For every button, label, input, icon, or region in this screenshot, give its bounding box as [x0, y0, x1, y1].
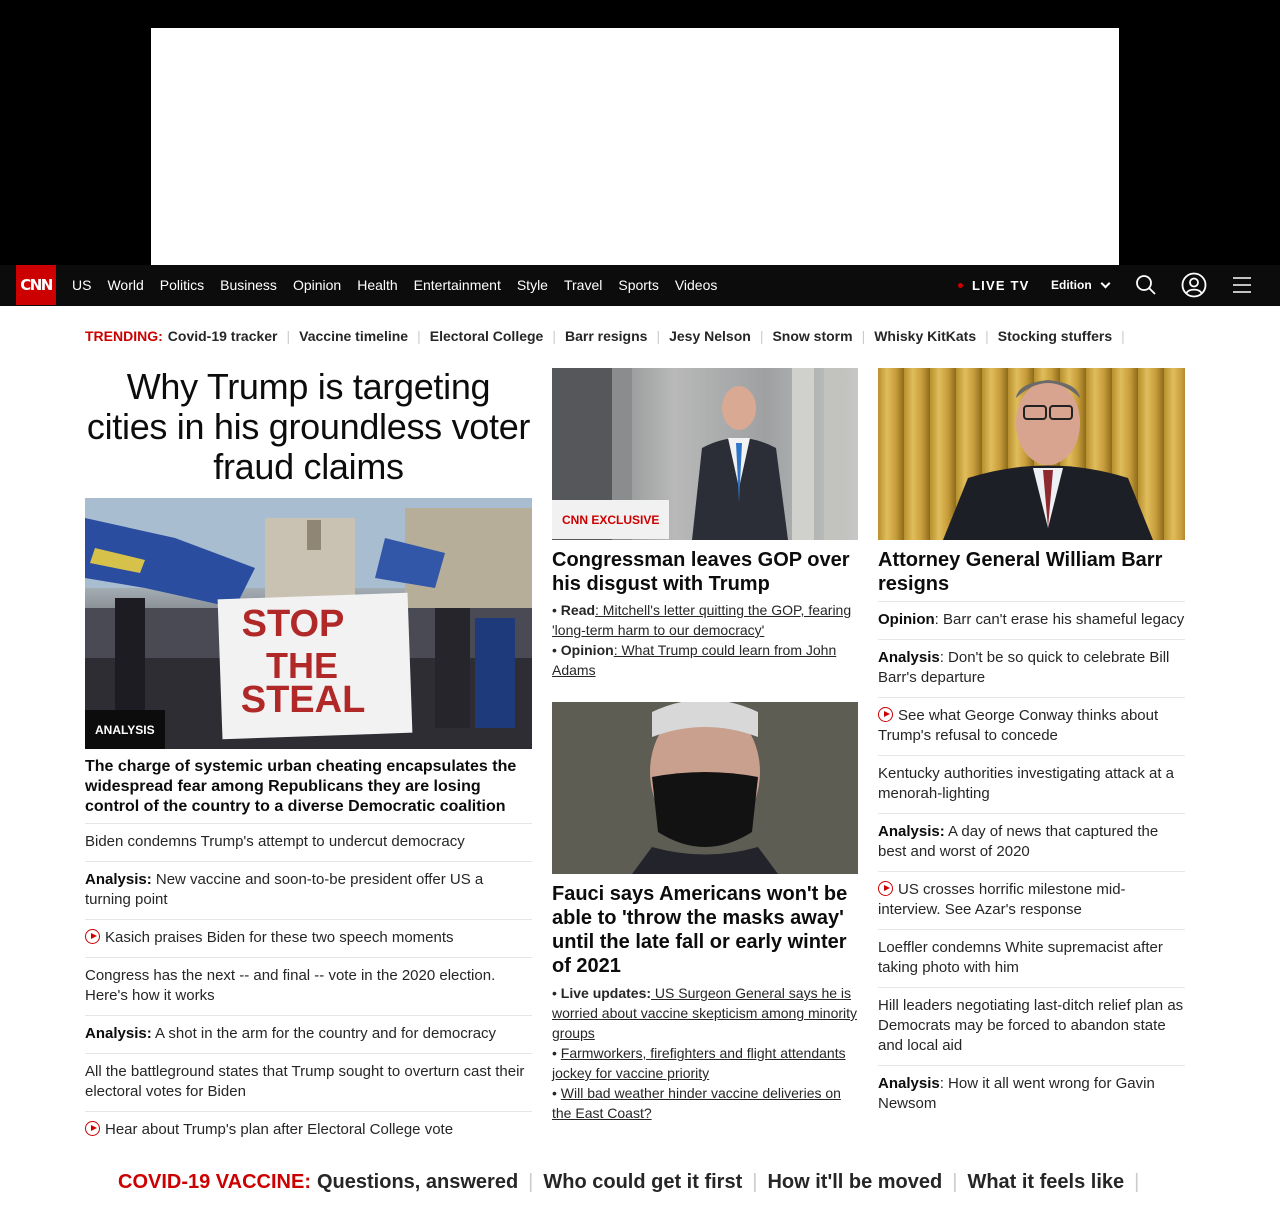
advertisement-banner [0, 0, 1280, 265]
live-tv-label: LIVE TV [972, 277, 1030, 293]
fauci-illustration [552, 702, 858, 874]
nav-link-politics[interactable]: Politics [159, 277, 205, 293]
covid-link[interactable]: What it feels like [967, 1170, 1125, 1193]
story-text: : Barr can't erase his shameful legacy [934, 611, 1185, 628]
nav-link-world[interactable]: World [107, 277, 144, 293]
nav-link-style[interactable]: Style [516, 277, 548, 293]
video-play-icon [85, 929, 100, 944]
nav-link-entertainment[interactable]: Entertainment [413, 277, 501, 293]
hero-image-protest[interactable] [85, 498, 532, 749]
list-item[interactable] [878, 987, 1185, 1065]
story-text: A shot in the arm for the country and for democracy [151, 1025, 497, 1042]
edition-selector[interactable] [1051, 265, 1109, 305]
trending-item[interactable]: Stocking stuffers [997, 328, 1113, 344]
covid-link[interactable]: Questions, answered [317, 1170, 519, 1193]
story-text: : How it all went wrong for Gavin Newsom [878, 1075, 1155, 1112]
fauci-headline[interactable]: Fauci says Americans won't be able to 'throw the masks away' until the late fall or early winter of 2021 [552, 883, 848, 977]
congressman-sublinks [552, 600, 858, 680]
trending-item[interactable]: Snow storm [772, 328, 853, 344]
sub-text: : Mitchell's letter quitting the GOP, fearing 'long-term harm to our democracy' [552, 602, 852, 638]
story-prefix: Opinion [878, 611, 935, 628]
live-tv-link[interactable] [958, 265, 1030, 305]
sub-text: : What Trump could learn from John Adams [552, 642, 837, 678]
edition-label: Edition [1051, 278, 1092, 292]
list-item[interactable] [878, 871, 1185, 929]
trending-item[interactable]: Covid-19 tracker [167, 328, 278, 344]
story-text: New vaccine and soon-to-be president offer US a turning point [85, 871, 484, 908]
list-item[interactable] [878, 697, 1185, 755]
trending-label: TRENDING: [85, 328, 163, 344]
sub-prefix: Read [560, 602, 596, 618]
congressman-headline[interactable]: Congressman leaves GOP over his disgust with Trump [552, 549, 850, 595]
story-text: Hear about Trump's plan after Electoral College vote [105, 1121, 454, 1138]
sub-link[interactable]: • Read: Mitchell's letter quitting the GOP, fearing 'long-term harm to our democracy' [552, 602, 852, 638]
story-text: See what George Conway thinks about Trump's refusal to concede [878, 707, 1159, 744]
sub-prefix: Live updates: [560, 985, 652, 1001]
story-text: Biden condemns Trump's attempt to undercut democracy [85, 833, 465, 850]
list-item[interactable] [85, 861, 532, 919]
analysis-badge: ANALYSIS [85, 710, 165, 749]
sign-line-1: STOP [241, 603, 345, 645]
col3-story-list [878, 601, 1185, 1123]
trending-item[interactable]: Jesy Nelson [669, 328, 751, 344]
main-headline[interactable]: Why Trump is targeting cities in his groundless voter fraud claims [86, 366, 531, 487]
list-item[interactable] [85, 919, 532, 957]
story-text: : Don't be so quick to celebrate Bill Barr's departure [878, 649, 1170, 686]
trending-bar: TRENDING: Covid-19 tracker | Vaccine timeline | Electoral College | Barr resigns | Jesy Nelson | Snow storm | Whisky KitKats | Stocking stuffers | [85, 328, 1125, 344]
story-text: Congress has the next -- and final -- vote in the 2020 election. Here's how it works [85, 967, 496, 1004]
list-item[interactable] [878, 639, 1185, 697]
story-prefix: Analysis [878, 649, 940, 666]
story-prefix: Analysis: [878, 823, 945, 840]
barr-illustration [878, 368, 1185, 540]
live-dot-icon [958, 283, 963, 288]
sub-prefix: Opinion [560, 642, 614, 658]
hamburger-menu-icon[interactable] [1232, 275, 1252, 295]
trending-item[interactable]: Vaccine timeline [299, 328, 409, 344]
story-prefix: Analysis: [85, 1025, 152, 1042]
nav-link-opinion[interactable]: Opinion [292, 277, 342, 293]
top-navigation [0, 265, 1280, 306]
covid-link[interactable]: Who could get it first [543, 1170, 743, 1193]
story-text: A day of news that captured the best and worst of 2020 [878, 823, 1159, 860]
list-item[interactable] [85, 957, 532, 1015]
fauci-sublinks [552, 983, 858, 1123]
story-text: All the battleground states that Trump sought to overturn cast their electoral votes for Biden [85, 1063, 525, 1100]
user-account-icon[interactable] [1181, 272, 1207, 298]
covid-vaccine-bar: COVID-19 VACCINE: Questions, answered | Who could get it first | How it'll be moved | What it feels like | [118, 1170, 1140, 1193]
covid-label: COVID-19 VACCINE: [118, 1170, 311, 1193]
story-text: Hill leaders negotiating last-ditch relief plan as Democrats may be forced to abandon state and local aid [878, 997, 1184, 1054]
cnn-logo[interactable]: CNN [16, 265, 56, 305]
story-prefix: Analysis: [85, 871, 152, 888]
story-text: Kasich praises Biden for these two speech moments [105, 929, 454, 946]
list-item[interactable] [85, 1053, 532, 1111]
list-item[interactable] [85, 1015, 532, 1053]
trending-item[interactable]: Whisky KitKats [874, 328, 977, 344]
cnn-exclusive-badge: CNN EXCLUSIVE [552, 500, 669, 539]
video-play-icon [878, 881, 893, 896]
chevron-down-icon [1100, 278, 1110, 288]
barr-image[interactable] [878, 368, 1185, 540]
trending-item[interactable]: Electoral College [429, 328, 544, 344]
list-item[interactable] [878, 1065, 1185, 1123]
story-text: Loeffler condemns White supremacist after taking photo with him [878, 939, 1163, 976]
barr-headline[interactable]: Attorney General William Barr resigns [878, 549, 1163, 595]
sub-link[interactable]: • Will bad weather hinder vaccine deliveries on the East Coast? [552, 1085, 841, 1121]
nav-links [72, 265, 733, 305]
list-item[interactable] [878, 813, 1185, 871]
covid-link[interactable]: How it'll be moved [767, 1170, 943, 1193]
list-item[interactable] [878, 929, 1185, 987]
sub-link[interactable]: • Live updates: US Surgeon General says he is worried about vaccine skepticism among minority groups [552, 985, 858, 1041]
list-item[interactable] [878, 755, 1185, 813]
search-icon[interactable] [1134, 273, 1158, 297]
trending-item[interactable]: Barr resigns [564, 328, 648, 344]
ad-slot[interactable] [151, 28, 1119, 265]
col1-story-list [85, 823, 532, 1149]
nav-link-health[interactable]: Health [357, 277, 398, 293]
sub-text: US Surgeon General says he is worried about vaccine skepticism among minority groups [552, 985, 858, 1041]
nav-link-us[interactable]: US [72, 277, 92, 293]
sub-link[interactable]: • Opinion: What Trump could learn from John Adams [552, 642, 837, 678]
list-item[interactable] [85, 1111, 532, 1149]
nav-link-sports[interactable]: Sports [618, 277, 659, 293]
story-text: US crosses horrific milestone mid-interview. See Azar's response [878, 881, 1126, 918]
sign-line-2: THE [266, 645, 338, 686]
sign-line-3: STEAL [240, 679, 366, 721]
video-play-icon [878, 707, 893, 722]
list-item[interactable] [878, 601, 1185, 639]
fauci-image[interactable] [552, 702, 858, 874]
congressman-image[interactable] [552, 368, 858, 540]
nav-link-travel[interactable]: Travel [563, 277, 603, 293]
video-play-icon [85, 1121, 100, 1136]
nav-link-videos[interactable]: Videos [674, 277, 718, 293]
story-prefix: Analysis [878, 1075, 940, 1092]
sub-link[interactable]: • Farmworkers, firefighters and flight attendants jockey for vaccine priority [552, 1045, 846, 1081]
hero-lead-text[interactable]: The charge of systemic urban cheating encapsulates the widespread fear among Republicans they are losing control of the country to a diverse Democratic coalition [85, 758, 517, 815]
sub-text: Farmworkers, firefighters and flight attendants jockey for vaccine priority [552, 1045, 846, 1081]
story-text: Kentucky authorities investigating attack at a menorah-lighting [878, 765, 1175, 802]
sub-text: Will bad weather hinder vaccine deliveries on the East Coast? [552, 1085, 841, 1121]
nav-link-business[interactable]: Business [220, 277, 277, 293]
list-item[interactable] [85, 823, 532, 861]
